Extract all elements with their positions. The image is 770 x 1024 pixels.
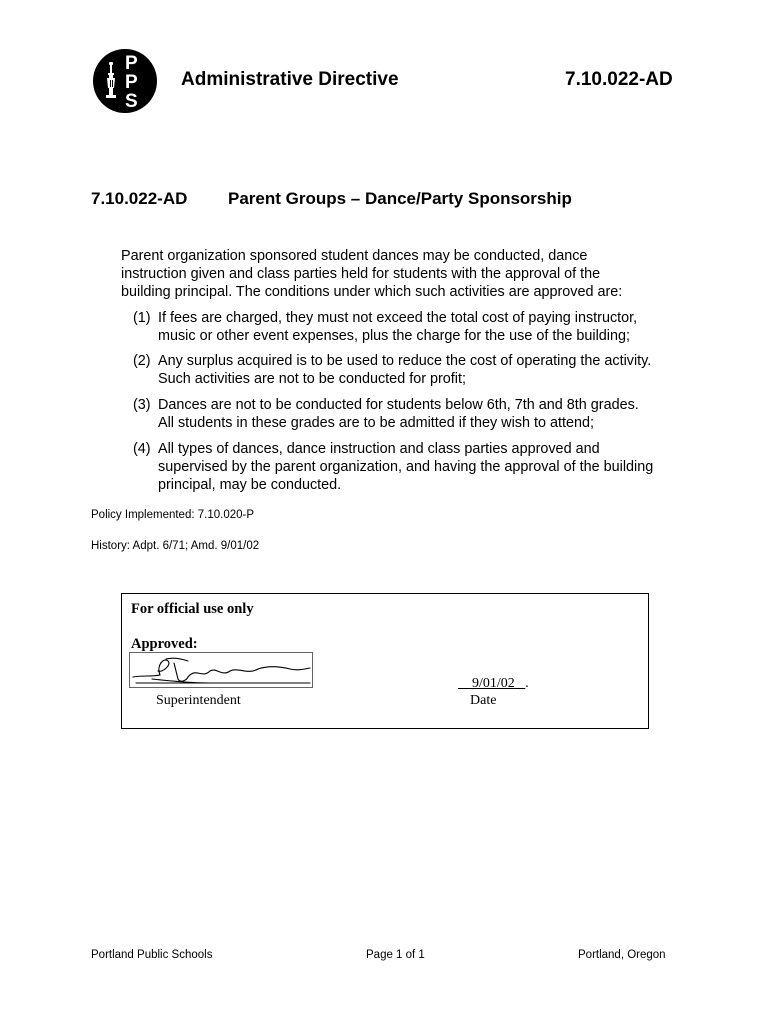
item-number: (1) — [133, 310, 151, 326]
intro-line: instruction given and class parties held for students with the approval of the — [121, 266, 601, 282]
approval-date — [458, 676, 529, 692]
item-line: music or other event expenses, plus the charge for the use of the building; — [158, 328, 630, 344]
svg-text:P: P — [125, 53, 138, 74]
official-use-heading: For official use only — [131, 601, 254, 617]
svg-text:S: S — [125, 91, 138, 112]
item-line: Such activities are not to be conducted for profit; — [158, 371, 466, 387]
approved-label: Approved: — [131, 636, 198, 652]
signature-frame — [129, 652, 313, 688]
svg-text:P: P — [125, 72, 138, 93]
policy-implemented: Policy Implemented: 7.10.020-P — [91, 509, 255, 521]
item-line: All types of dances, dance instruction and class parties approved and — [158, 441, 600, 457]
signature-image — [130, 653, 312, 687]
item-line: principal, may be conducted. — [158, 477, 342, 493]
date-label: Date — [470, 693, 497, 708]
item-number: (2) — [133, 353, 151, 369]
footer-page-number: Page 1 of 1 — [366, 949, 425, 961]
item-line: All students in these grades are to be admitted if they wish to attend; — [158, 415, 594, 431]
item-line: Any surplus acquired is to be used to reduce the cost of operating the activity. — [158, 353, 652, 369]
approval-date-value: 9/01/02 — [472, 676, 515, 691]
item-line: supervised by the parent organization, and having the approval of the building — [158, 459, 654, 475]
document-type-title: Administrative Directive — [181, 69, 399, 90]
intro-line: Parent organization sponsored student dances may be conducted, dance — [121, 248, 588, 264]
item-number: (3) — [133, 397, 151, 413]
section-title: Parent Groups – Dance/Party Sponsorship — [228, 189, 572, 208]
history-note: History: Adpt. 6/71; Amd. 9/01/02 — [91, 540, 260, 552]
footer-organization: Portland Public Schools — [91, 949, 213, 961]
pps-logo — [92, 48, 158, 114]
item-line: Dances are not to be conducted for students below 6th, 7th and 8th grades. — [158, 397, 639, 413]
approval-date-suffix: . — [525, 676, 529, 691]
official-use-box — [121, 593, 649, 729]
section-code: 7.10.022-AD — [91, 189, 188, 208]
item-line: If fees are charged, they must not exceed the total cost of paying instructor, — [158, 310, 638, 326]
intro-line: building principal. The conditions under which such activities are approved are: — [121, 284, 623, 300]
intro-paragraph — [121, 247, 681, 301]
item-number: (4) — [133, 441, 151, 457]
superintendent-label: Superintendent — [156, 693, 241, 708]
footer-location: Portland, Oregon — [578, 949, 666, 961]
directive-code: 7.10.022-AD — [565, 69, 673, 90]
